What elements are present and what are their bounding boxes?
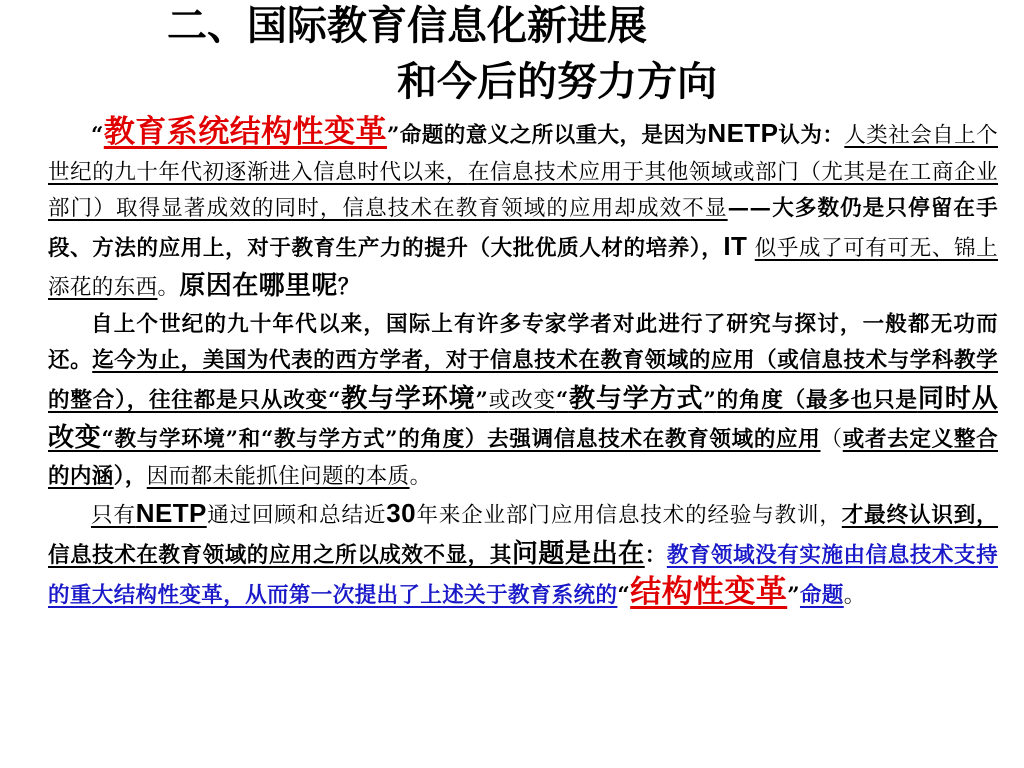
paragraph-2 — [48, 307, 998, 496]
paragraph-1 — [48, 114, 998, 307]
p3-blue-2: 命题 — [799, 583, 844, 608]
p1-dash: —— — [727, 196, 772, 221]
p2-keyword-3: 同时从改变 — [48, 382, 998, 452]
p2-text-1: 自上个世纪的九十年代以来，国际上有许多专家学者对此进行了研究与探讨，一般都无功而还。 — [48, 311, 998, 373]
p3-netp: NETP — [135, 498, 207, 528]
p2-quote-1: “ — [327, 387, 341, 413]
p2-keyword-2: 教与学方式 — [568, 382, 704, 413]
p1-question-mark: ？ — [337, 275, 360, 300]
p3-keyword-1: 问题是出在 — [511, 537, 645, 568]
p1-it: IT — [723, 230, 748, 261]
page-subtitle: 和今后的努力方向 — [397, 59, 717, 105]
p1-text-1: 命题的意义之所以重大，是因为 — [399, 123, 708, 148]
p2-quote-2: ” — [475, 387, 489, 413]
p1-bold-1: 大多数仍是只停留在手段、方法的应用上，对于教育生产力的提升（大批优质人材的培养）， — [48, 196, 998, 261]
p2-quote-4: ” — [703, 387, 717, 413]
p3-quote-2: ” — [787, 583, 800, 608]
page-title: 二、国际教育信息化新进展 — [167, 3, 647, 49]
p2-text-3: ）， — [113, 463, 147, 489]
p3-highlight-term: 结构性变革 — [630, 574, 788, 610]
p3-text-2: 年来企业部门应用信息技术的经验与教训， — [416, 503, 842, 528]
p1-text-2: 认为： — [778, 123, 845, 148]
p2-text-4: 。 — [409, 463, 432, 489]
p3-underline-1: 只有 — [91, 503, 136, 528]
p3-blue-1: 教育领域没有实施由信息技术支持的重大结构性变革，从而第一次提出了上述关于教育系统的 — [48, 542, 998, 608]
p1-question: 原因在哪里呢 — [179, 270, 338, 300]
p1-highlight-term: 教育系统结构性变革 — [103, 114, 388, 150]
p2-underline-4: “教与学环境”和“教与学方式”的角度）去强调信息技术在教育领域的应用 — [101, 427, 821, 452]
p2-text-2: （ — [820, 427, 843, 452]
p3-colon: ： — [644, 542, 667, 568]
p2-underline-1: 迄今为止，美国为代表的西方学者，对于信息技术在教育领域的应用（或信息技术与学科教学的整合），往往都是只从改变 — [48, 348, 998, 413]
p3-text-1: 通过回顾和总结近 — [206, 503, 387, 528]
p3-underline-2: 才最终认识到，信息技术在教育领域的应用之所以成效不显，其 — [48, 503, 998, 568]
p1-close-quote: ” — [387, 123, 400, 148]
p2-quote-3: “ — [555, 387, 569, 413]
p1-underline-3: 似乎成了可有可无、锦上添花的东西 — [48, 235, 998, 300]
p1-underline-1: 人类社会自上个世纪的九十年代初逐渐进入信息时代以来， — [48, 123, 998, 185]
p2-underline-5: 或者去定义整合的内涵 — [48, 427, 998, 489]
p2-keyword-1: 教与学环境 — [340, 382, 476, 413]
p1-netp: NETP — [707, 118, 779, 148]
p2-underline-2: 或改变 — [488, 387, 556, 413]
p3-quote-1: “ — [617, 583, 631, 608]
p1-underline-2: 在信息技术应用于其他领域或部门（尤其是在工商企业部门）取得显著成效的同时，信息技术在教育领域的应用却成效不显 — [48, 159, 998, 221]
p1-open-quote: “ — [91, 123, 104, 148]
body-text — [48, 114, 998, 615]
p2-underline-3: 的角度（最多也只是 — [716, 387, 918, 413]
p2-underline-6: 因而都未能抓住问题的本质 — [146, 463, 410, 489]
p3-end: 。 — [843, 583, 866, 608]
paragraph-3 — [48, 495, 998, 615]
p1-period: 。 — [157, 275, 180, 300]
p3-number: 30 — [386, 498, 417, 528]
